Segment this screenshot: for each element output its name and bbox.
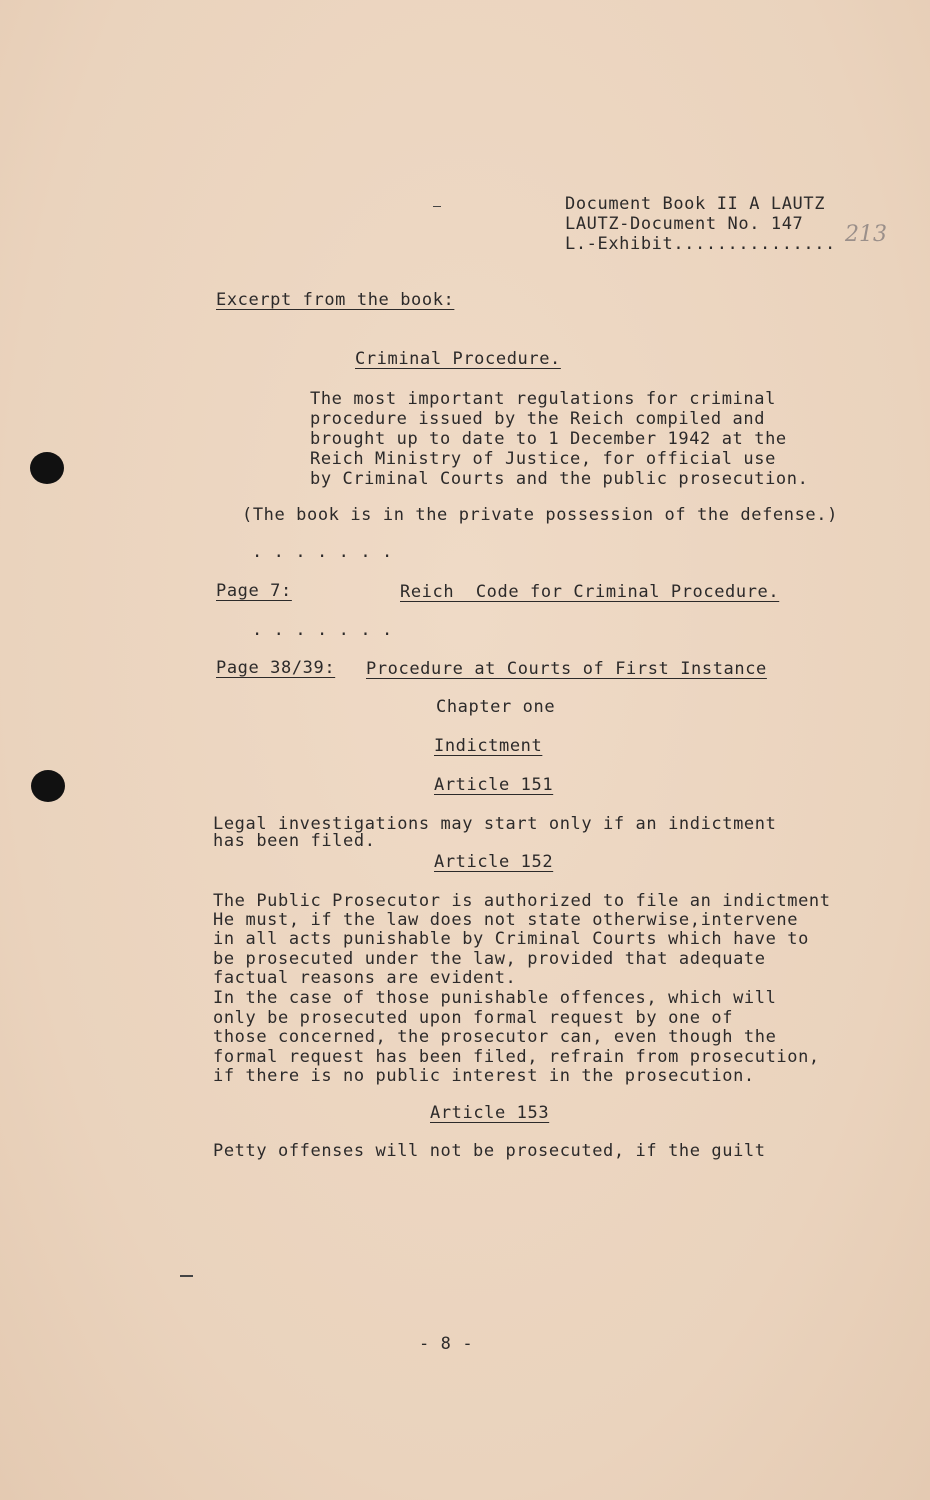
excerpt-heading: Excerpt from the book: bbox=[216, 290, 455, 310]
punch-hole-bottom bbox=[31, 770, 65, 802]
article-152-line: He must, if the law does not state otherwise,intervene bbox=[213, 910, 799, 930]
article-152-line: if there is no public interest in the prosecution. bbox=[213, 1066, 755, 1086]
book-description-line: procedure issued by the Reich compiled and bbox=[310, 409, 766, 429]
book-description-line: Reich Ministry of Justice, for official use bbox=[310, 449, 776, 469]
header-line-1: Document Book II A LAUTZ bbox=[565, 194, 826, 214]
handwritten-document-number: 213 bbox=[845, 222, 887, 247]
book-description-line: The most important regulations for criminal bbox=[310, 389, 776, 409]
header-line-2: LAUTZ-Document No. 147 bbox=[565, 214, 804, 234]
article-152-line: be prosecuted under the law, provided that adequate bbox=[213, 949, 766, 969]
article-152-line: The Public Prosecutor is authorized to file an indictment bbox=[213, 891, 831, 911]
article-151-line: has been filed. bbox=[213, 831, 376, 851]
book-description-line: by Criminal Courts and the public prosecution. bbox=[310, 469, 809, 489]
chapter-heading: Chapter one bbox=[436, 697, 556, 717]
header-line-3: L.-Exhibit............... bbox=[565, 234, 836, 254]
page-7-text: Reich Code for Criminal Procedure. bbox=[400, 582, 780, 602]
article-153-line: Petty offenses will not be prosecuted, if the guilt bbox=[213, 1141, 766, 1161]
book-title: Criminal Procedure. bbox=[355, 349, 561, 369]
article-152-line: only be prosecuted upon formal request by one of bbox=[213, 1008, 734, 1028]
article-153-title: Article 153 bbox=[430, 1103, 550, 1123]
page-38-label: Page 38/39: bbox=[216, 658, 336, 678]
page-38-text: Procedure at Courts of First Instance bbox=[366, 659, 767, 679]
indictment-heading: Indictment bbox=[434, 736, 543, 756]
stray-mark bbox=[433, 206, 441, 207]
page-number: - 8 - bbox=[419, 1334, 474, 1354]
article-152-line: In the case of those punishable offences, which will bbox=[213, 988, 777, 1008]
article-152-line: those concerned, the prosecutor can, even though the bbox=[213, 1027, 777, 1047]
stray-mark bbox=[180, 1275, 193, 1277]
page-7-label: Page 7: bbox=[216, 581, 292, 601]
article-152-line: formal request has been filed, refrain from prosecution, bbox=[213, 1047, 820, 1067]
article-152-line: factual reasons are evident. bbox=[213, 968, 517, 988]
punch-hole-top bbox=[30, 452, 64, 484]
article-152-title: Article 152 bbox=[434, 852, 554, 872]
book-description-line: brought up to date to 1 December 1942 at the bbox=[310, 429, 787, 449]
article-151-title: Article 151 bbox=[434, 775, 554, 795]
article-152-line: in all acts punishable by Criminal Courts which have to bbox=[213, 929, 809, 949]
article-151-line: Legal investigations may start only if an indictment bbox=[213, 814, 777, 834]
ellipsis-separator: . . . . . . . bbox=[252, 620, 393, 640]
possession-note: (The book is in the private possession of the defense.) bbox=[242, 505, 838, 525]
ellipsis-separator: . . . . . . . bbox=[252, 542, 393, 562]
